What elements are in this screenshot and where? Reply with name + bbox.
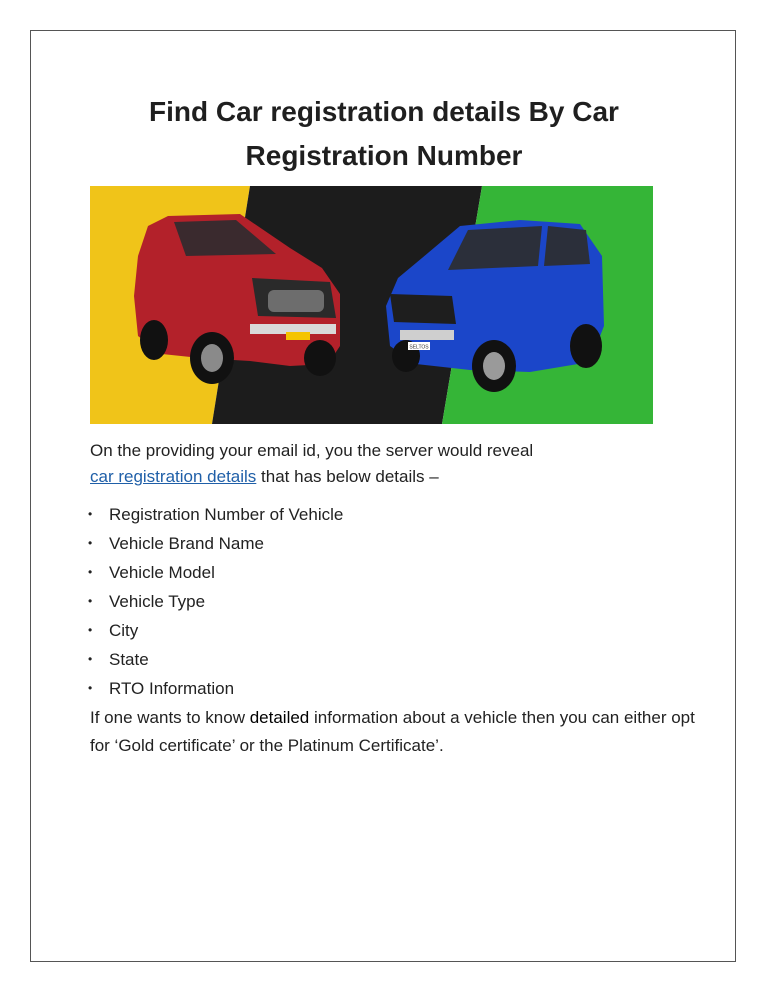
list-item-label: Vehicle Brand Name bbox=[109, 534, 264, 553]
list-item bbox=[90, 645, 690, 674]
bullet-icon: • bbox=[88, 623, 93, 637]
car-registration-details-link[interactable]: car registration details bbox=[90, 467, 257, 486]
intro-paragraph bbox=[90, 438, 690, 490]
intro-text-after-link: that has below details – bbox=[256, 467, 439, 486]
closing-paragraph bbox=[90, 704, 710, 760]
bullet-icon: • bbox=[88, 507, 93, 521]
list-item-label: RTO Information bbox=[109, 679, 235, 698]
list-item-label: State bbox=[109, 650, 149, 669]
list-item-label: City bbox=[109, 621, 139, 640]
list-item bbox=[90, 587, 690, 616]
bullet-icon: • bbox=[88, 681, 93, 695]
page-title-line-1: Find Car registration details By Car bbox=[149, 96, 619, 127]
detailed-highlight: detailed bbox=[249, 708, 310, 727]
cars-illustration bbox=[90, 186, 653, 424]
list-item-label: Vehicle Type bbox=[109, 592, 206, 611]
list-item bbox=[90, 558, 690, 587]
page-title bbox=[90, 90, 678, 178]
list-item bbox=[90, 500, 690, 529]
list-item bbox=[90, 616, 690, 645]
bullet-icon: • bbox=[88, 536, 93, 550]
bullet-icon: • bbox=[88, 594, 93, 608]
page-title-line-2: Registration Number bbox=[245, 140, 523, 171]
list-item bbox=[90, 529, 690, 558]
closing-text-before: If one wants to know bbox=[90, 708, 250, 727]
list-item-label: Registration Number of Vehicle bbox=[109, 505, 344, 524]
bullet-icon: • bbox=[88, 652, 93, 666]
list-item-label: Vehicle Model bbox=[109, 563, 215, 582]
bullet-icon: • bbox=[88, 565, 93, 579]
closing-text-after: information about a vehicle then you can either opt for ‘Gold certificate’ or the Platinum Certificate’. bbox=[90, 708, 695, 755]
list-item bbox=[90, 674, 690, 703]
hero-car-image bbox=[90, 186, 653, 424]
details-list bbox=[90, 500, 690, 703]
right-car-plate: SELTOS bbox=[409, 344, 429, 351]
intro-text: On the providing your email id, you the server would reveal bbox=[90, 441, 534, 460]
